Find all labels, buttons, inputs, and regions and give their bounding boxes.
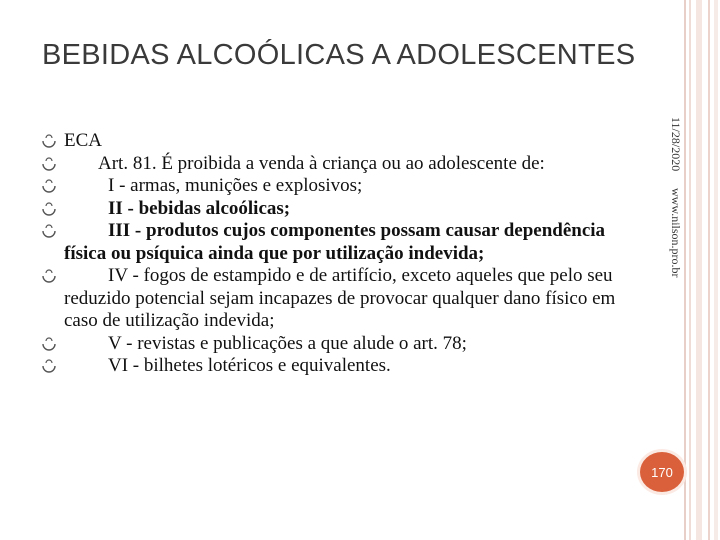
list-item-text: VI - bilhetes lotéricos e equivalentes.: [108, 355, 391, 376]
list-item: [40, 265, 630, 333]
page-number-badge: 170: [640, 452, 684, 492]
slide-date: 11/28/2020: [669, 117, 683, 172]
list-item: [40, 355, 630, 378]
list-item-text: Art. 81. É proibida a venda à criança ou ao adolescente de:: [98, 152, 545, 174]
bullet-icon: [42, 224, 56, 238]
list-item: [40, 220, 630, 265]
list-item-text: V - revistas e publicações a que alude o art. 78;: [108, 332, 467, 354]
bullet-icon: [42, 202, 56, 216]
list-item: [40, 130, 630, 153]
bullet-icon: [42, 157, 56, 171]
slide-website: www.nilson.pro.br: [669, 188, 683, 278]
list-item: [40, 198, 630, 221]
bullet-icon: [42, 359, 56, 373]
decorative-border-stripe: [708, 0, 710, 540]
list-item-text: II - bebidas alcoólicas;: [108, 197, 291, 219]
list-item: [40, 153, 630, 176]
list-item-text: III - produtos cujos componentes possam causar dependência física ou psíquica ainda que por utilização indevida;: [64, 220, 606, 264]
list-item: [40, 333, 630, 356]
bullet-icon: [42, 337, 56, 351]
bullet-icon: [42, 179, 56, 193]
bullet-icon: [42, 269, 56, 283]
list-item: [40, 175, 630, 198]
slide-content-list: [40, 130, 630, 378]
list-item-text: I - armas, munições e explosivos;: [108, 175, 363, 196]
decorative-border-stripe: [689, 0, 691, 540]
decorative-border-stripe: [696, 0, 702, 540]
slide-title: BEBIDAS ALCOÓLICAS A ADOLESCENTES: [42, 39, 636, 71]
bullet-icon: [42, 134, 56, 148]
list-item-text: ECA: [64, 130, 102, 151]
list-item-text: IV - fogos de estampido e de artifício, exceto aqueles que pelo seu reduzido potencial sejam incapazes de provocar qualquer dano físico em caso de utilização indevida;: [64, 265, 616, 331]
decorative-border-stripe: [714, 0, 718, 540]
decorative-border-stripe: [684, 0, 686, 540]
